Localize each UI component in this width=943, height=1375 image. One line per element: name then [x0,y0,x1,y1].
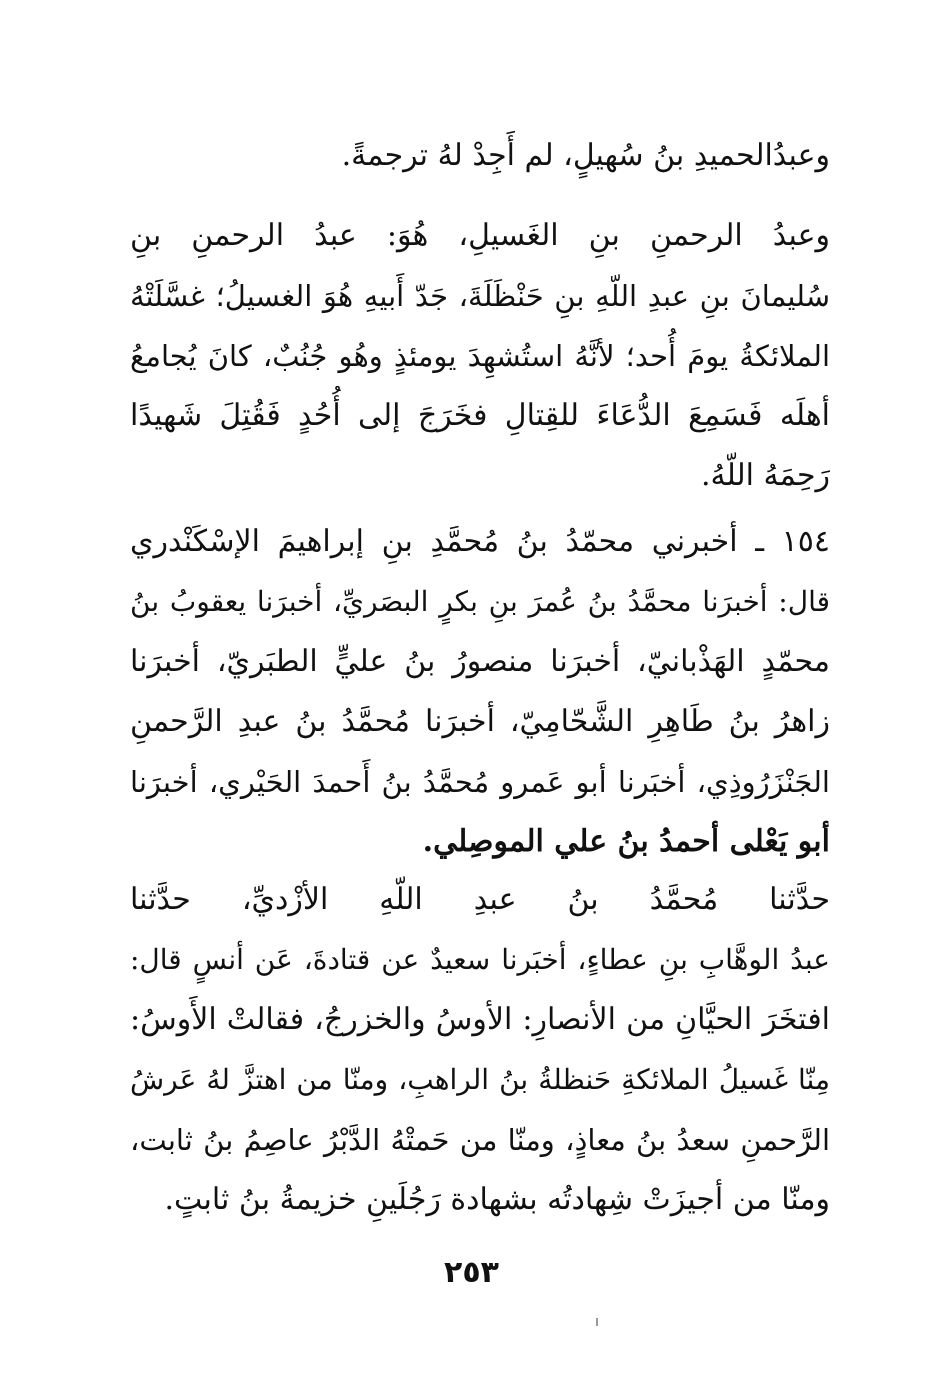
text-line: سُليمانَ بنِ عبدِ اللّهِ بنِ حَنْظَلَةَ، جَدّ أَبيهِ هُوَ الغسيلُ؛ غسَّلَتْهُ [130,279,830,313]
text-line: الجَنْزَرُوذِي، أخبَرنا أبو عَمرو مُحمَّدُ بنُ أَحمدَ الحَيْري، أخبرَنا [130,765,830,799]
page-number: ٢٥٣ [444,1255,499,1290]
text-line: ومنّا من أجيزَتْ شِهادتُه بشهادة رَجُلَينِ خزيمةُ بنُ ثابتٍ. [164,1182,830,1217]
text-line: وعبدُالحميدِ بنُ سُهيلٍ، لم أَجِدْ لهُ ترجمةً. [341,138,830,173]
scan-mark [596,1318,598,1326]
text-line: زاهرُ بنُ طَاهِرِ الشَّحّامِيّ، أخبرَنا مُحمَّدُ بنُ عبدِ الرَّحمنِ [130,704,830,739]
text-line: محمّدٍ الهَذْبانيّ، أخبرَنا منصورُ بنُ عليٍّ الطبَريّ، أخبرَنا [130,644,830,679]
text-line: ١٥٤ ـ أخبرني محمّدُ بنُ مُحمَّدِ بنِ إبراهيمَ الإسْكَنْدري [130,524,830,559]
text-line-bold: أبو يَعْلى أحمدُ بنُ علي الموصِلي. [422,824,830,859]
text-line: رَحِمَهُ اللّهُ. [700,458,830,493]
paragraph-abdulhamid [130,126,830,186]
paragraph-hadith-154-matn [130,870,830,1230]
paragraph-abdulrahman [130,206,830,506]
text-line: عبدُ الوهَّابِ بنِ عطاءٍ، أخبَرنا سعيدٌ عن قتادةَ، عَن أنسٍ قال: [130,943,830,976]
text-line: مِنّا غَسيلُ الملائكةِ حَنظلةُ بنُ الراهبِ، ومنّا من اهتزَّ لهُ عَرشُ [130,1063,830,1096]
text-line: قال: أخبرَنا محمَّدُ بنُ عُمرَ بنِ بكرٍ البصَريِّ، أخبرَنا يعقوبُ بنُ [130,585,830,618]
text-line: افتخَرَ الحيَّانِ من الأنصارِ: الأوسُ والخزرجُ، فقالتْ الأَوسُ: [130,1002,830,1037]
paragraph-hadith-154-isnad [130,512,830,872]
text-line: أهلَه فَسَمِعَ الدُّعَاءَ للقِتالِ فخَرَجَ إلى أُحُدٍ فَقُتِلَ شَهيدًا [130,398,830,433]
text-line: الرَّحمنِ سعدُ بنُ معاذٍ، ومنّا من حَمتْهُ الدَّبْرُ عاصِمُ بنُ ثابت، [130,1123,830,1157]
text-line: حدَّثنا مُحمَّدُ بنُ عبدِ اللّهِ الأزْديِّ، حدَّثنا [130,882,830,917]
text-line: وعبدُ الرحمنِ بنِ الغَسيلِ، هُوَ: عبدُ الرحمنِ بنِ [130,218,830,253]
text-line: الملائكةُ يومَ أُحد؛ لأنَّهُ استُشهِدَ يومئذٍ وهُو جُنُبٌ، كانَ يُجامعُ [130,339,830,373]
